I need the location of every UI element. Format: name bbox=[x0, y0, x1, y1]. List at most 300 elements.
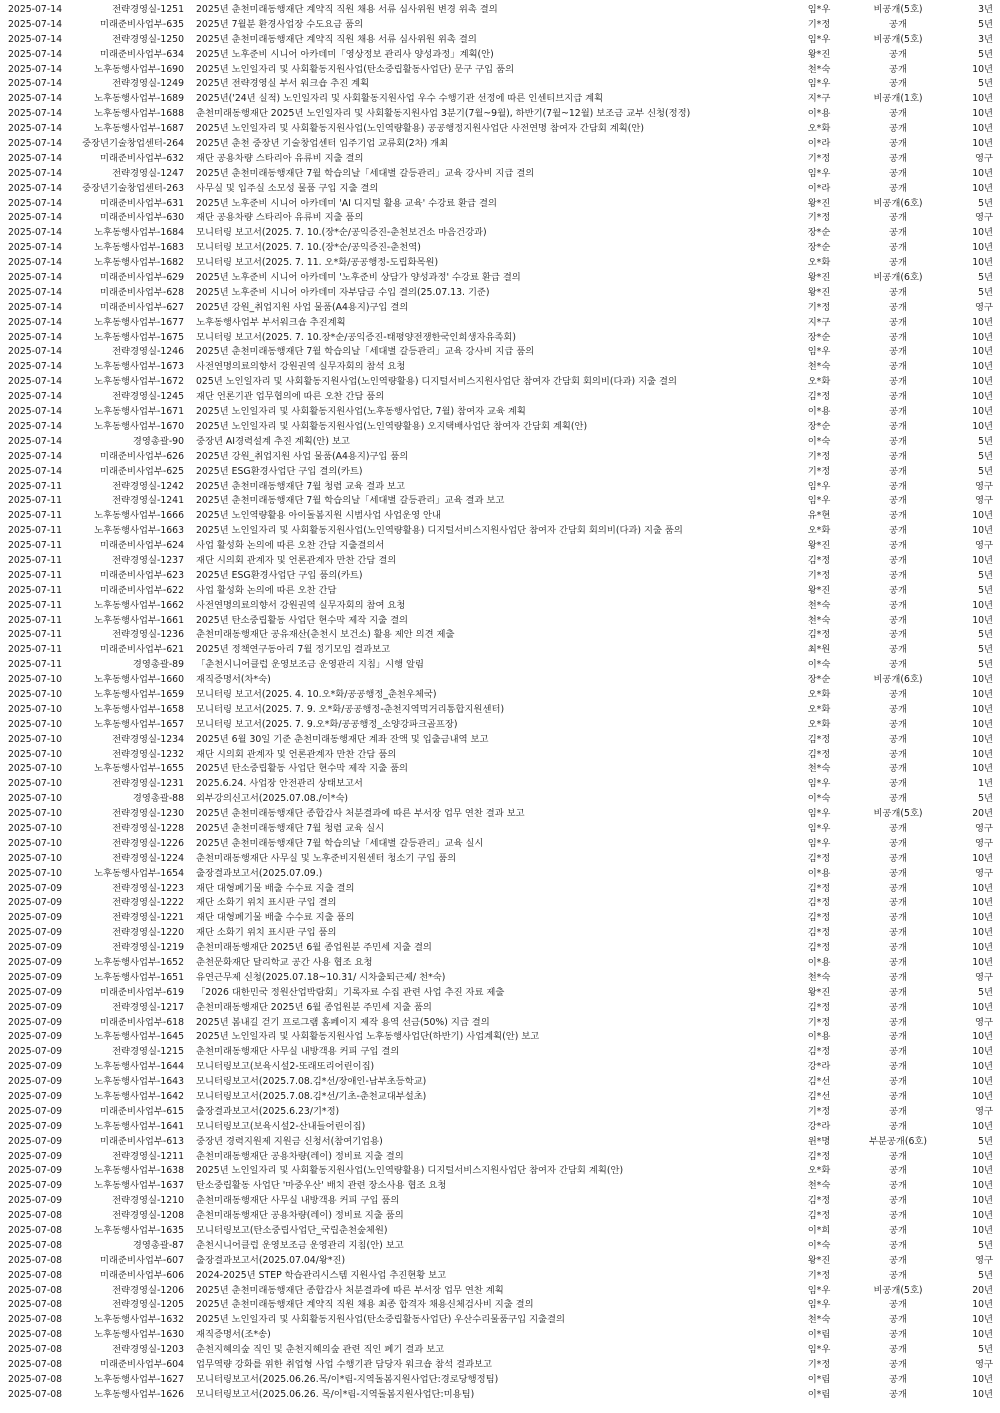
disclosure-cell: 공개 bbox=[889, 1105, 907, 1117]
table-row bbox=[0, 107, 1000, 122]
disclosure-cell: 공개 bbox=[889, 540, 907, 552]
writer-cell: 천*숙 bbox=[807, 63, 831, 75]
table-row bbox=[0, 762, 1000, 777]
doc-number-cell: 노후동행사업부-1682 bbox=[94, 257, 184, 269]
title-cell: 2025년 춘천미래동행재단 7월 학습의날「세대별 갈등관리」교육 결과 보고 bbox=[196, 495, 505, 507]
writer-cell: 임*우 bbox=[807, 346, 831, 358]
table-row bbox=[0, 1269, 1000, 1284]
doc-number-cell: 미래준비사업부-613 bbox=[100, 1135, 184, 1147]
doc-number-cell: 전략경영실-1226 bbox=[112, 837, 184, 849]
retention-cell: 10년 bbox=[972, 1180, 993, 1192]
doc-number-cell: 노후동행사업부-1637 bbox=[94, 1180, 184, 1192]
doc-number-cell: 미래준비사업부-607 bbox=[100, 1254, 184, 1266]
title-cell: 출장결과보고서(2025.07.04/왕*진) bbox=[196, 1254, 346, 1266]
table-row bbox=[0, 211, 1000, 226]
doc-number-cell: 노후동행사업부-1638 bbox=[94, 1165, 184, 1177]
date-cell: 2025-07-09 bbox=[8, 986, 63, 998]
disclosure-cell: 공개 bbox=[889, 510, 907, 522]
writer-cell: 왕*진 bbox=[807, 272, 831, 284]
title-cell: 춘천지혜의숲 직인 및 춘천지혜의숲 관련 직인 폐기 결과 보고 bbox=[196, 1344, 445, 1356]
retention-cell: 10년 bbox=[972, 1225, 993, 1237]
retention-cell: 10년 bbox=[972, 361, 993, 373]
writer-cell: 임*우 bbox=[807, 495, 831, 507]
title-cell: 재단 소화기 위치 표시판 구입 품의 bbox=[196, 927, 337, 939]
writer-cell: 장*순 bbox=[807, 227, 831, 239]
disclosure-cell: 공개 bbox=[889, 569, 907, 581]
retention-cell: 10년 bbox=[972, 703, 993, 715]
doc-number-cell: 미래준비사업부-606 bbox=[100, 1269, 184, 1281]
retention-cell: 10년 bbox=[972, 1046, 993, 1058]
title-cell: 외부강의신고서(2025.07.08./이*숙) bbox=[196, 793, 349, 805]
writer-cell: 임*우 bbox=[807, 1299, 831, 1311]
title-cell: 2025년 ESG환경사업단 구입 결의(카트) bbox=[196, 465, 363, 477]
disclosure-cell: 공개 bbox=[889, 1373, 907, 1385]
title-cell: 모니터링 보고서(2025. 7. 10.(장*순/공익증진-춘천역) bbox=[196, 242, 421, 254]
doc-number-cell: 미래준비사업부-632 bbox=[100, 152, 184, 164]
writer-cell: 오*화 bbox=[807, 376, 831, 388]
table-row bbox=[0, 301, 1000, 316]
doc-number-cell: 노후동행사업부-1657 bbox=[94, 718, 184, 730]
doc-number-cell: 미래준비사업부-628 bbox=[100, 286, 184, 298]
table-row bbox=[0, 1313, 1000, 1328]
date-cell: 2025-07-09 bbox=[8, 1195, 63, 1207]
doc-number-cell: 노후동행사업부-1689 bbox=[94, 93, 184, 105]
retention-cell: 영구 bbox=[975, 822, 993, 834]
writer-cell: 임*우 bbox=[807, 78, 831, 90]
disclosure-cell: 공개 bbox=[889, 167, 907, 179]
writer-cell: 임*우 bbox=[807, 837, 831, 849]
disclosure-cell: 공개 bbox=[889, 242, 907, 254]
title-cell: 재직증명서(차*숙) bbox=[196, 674, 271, 686]
doc-number-cell: 전략경영실-1231 bbox=[112, 778, 184, 790]
date-cell: 2025-07-09 bbox=[8, 927, 63, 939]
title-cell: 재단 언론기관 업무협의에 따른 오찬 간담 품의 bbox=[196, 391, 385, 403]
disclosure-cell: 공개 bbox=[889, 1225, 907, 1237]
date-cell: 2025-07-09 bbox=[8, 1076, 63, 1088]
table-row bbox=[0, 569, 1000, 584]
disclosure-cell: 공개 bbox=[889, 1314, 907, 1326]
table-row bbox=[0, 1194, 1000, 1209]
date-cell: 2025-07-08 bbox=[8, 1359, 63, 1371]
writer-cell: 왕*진 bbox=[807, 1254, 831, 1266]
disclosure-cell: 공개 bbox=[889, 480, 907, 492]
retention-cell: 3년 bbox=[978, 33, 993, 45]
table-row bbox=[0, 1209, 1000, 1224]
retention-cell: 10년 bbox=[972, 733, 993, 745]
disclosure-cell: 비공개(6호) bbox=[873, 272, 923, 284]
writer-cell: 기*정 bbox=[807, 152, 831, 164]
disclosure-cell: 공개 bbox=[889, 123, 907, 135]
date-cell: 2025-07-10 bbox=[8, 688, 63, 700]
title-cell: 2025년 춘천미래동행재단 7월 청렴 교육 결과 보고 bbox=[196, 480, 405, 492]
title-cell: 2025년 춘천미래동행재단 계약직 직원 채용 최종 합격자 채용신체검사비 지출 결의 bbox=[196, 1299, 534, 1311]
retention-cell: 10년 bbox=[972, 257, 993, 269]
doc-number-cell: 노후동행사업부-1655 bbox=[94, 763, 184, 775]
table-row bbox=[0, 1001, 1000, 1016]
doc-number-cell: 미래준비사업부-624 bbox=[100, 540, 184, 552]
table-row bbox=[0, 1075, 1000, 1090]
table-row bbox=[0, 539, 1000, 554]
doc-number-cell: 미래준비사업부-621 bbox=[100, 644, 184, 656]
date-cell: 2025-07-09 bbox=[8, 1165, 63, 1177]
date-cell: 2025-07-14 bbox=[8, 152, 63, 164]
retention-cell: 영구 bbox=[975, 1254, 993, 1266]
title-cell: 출장결과보고서(2025.07.09.) bbox=[196, 867, 323, 879]
writer-cell: 이*용 bbox=[807, 957, 831, 968]
retention-cell: 10년 bbox=[972, 1061, 993, 1073]
writer-cell: 왕*진 bbox=[807, 286, 831, 298]
retention-cell: 5년 bbox=[978, 18, 993, 30]
writer-cell: 이*숙 bbox=[807, 793, 831, 805]
table-row bbox=[0, 331, 1000, 346]
disclosure-cell: 공개 bbox=[889, 942, 907, 954]
retention-cell: 10년 bbox=[972, 376, 993, 388]
title-cell: 2025년 노인일자리 및 사회활동지원사업(노후동행사업단, 7월) 참여자 교육 계획 bbox=[196, 406, 526, 418]
writer-cell: 김*정 bbox=[807, 942, 831, 954]
doc-number-cell: 전략경영실-1224 bbox=[112, 852, 184, 864]
date-cell: 2025-07-09 bbox=[8, 942, 63, 954]
retention-cell: 10년 bbox=[972, 227, 993, 239]
title-cell: 사무실 및 입주실 소모성 물품 구입 지출 결의 bbox=[196, 182, 379, 194]
disclosure-cell: 공개 bbox=[889, 420, 907, 432]
doc-number-cell: 전략경영실-1246 bbox=[112, 346, 184, 358]
disclosure-cell: 공개 bbox=[889, 406, 907, 418]
doc-number-cell: 노후동행사업부-1675 bbox=[94, 331, 184, 343]
table-row bbox=[0, 345, 1000, 360]
retention-cell: 5년 bbox=[978, 584, 993, 596]
writer-cell: 김*정 bbox=[807, 882, 831, 894]
retention-cell: 10년 bbox=[972, 123, 993, 135]
retention-cell: 10년 bbox=[972, 525, 993, 537]
disclosure-cell: 공개 bbox=[889, 1031, 907, 1043]
table-row bbox=[0, 137, 1000, 152]
writer-cell: 오*화 bbox=[807, 703, 831, 715]
disclosure-cell: 공개 bbox=[889, 108, 907, 120]
disclosure-cell: 공개 bbox=[889, 286, 907, 298]
disclosure-cell: 비공개(5호) bbox=[873, 4, 923, 15]
doc-number-cell: 노후동행사업부-1670 bbox=[94, 420, 184, 432]
table-row bbox=[0, 748, 1000, 763]
doc-number-cell: 노후동행사업부-1677 bbox=[94, 316, 184, 328]
retention-cell: 10년 bbox=[972, 63, 993, 75]
disclosure-cell: 공개 bbox=[889, 227, 907, 239]
date-cell: 2025-07-11 bbox=[8, 659, 63, 671]
writer-cell: 이*림 bbox=[807, 1329, 831, 1341]
title-cell: 모니터링보고서(2025.7.08.김*선/기초-춘천교대부설초) bbox=[196, 1091, 427, 1103]
date-cell: 2025-07-09 bbox=[8, 897, 63, 909]
date-cell: 2025-07-11 bbox=[8, 569, 63, 581]
date-cell: 2025-07-14 bbox=[8, 227, 63, 239]
retention-cell: 10년 bbox=[972, 391, 993, 403]
retention-cell: 10년 bbox=[972, 897, 993, 909]
doc-number-cell: 미래준비사업부-634 bbox=[100, 48, 184, 60]
writer-cell: 임*우 bbox=[807, 778, 831, 790]
retention-cell: 10년 bbox=[972, 1195, 993, 1207]
disclosure-cell: 공개 bbox=[889, 18, 907, 30]
title-cell: 2025년 탄소중립활동 사업단 현수막 제작 지출 품의 bbox=[196, 763, 409, 775]
doc-number-cell: 전략경영실-1221 bbox=[112, 912, 184, 924]
disclosure-cell: 비공개(1호) bbox=[873, 93, 923, 105]
doc-number-cell: 미래준비사업부-629 bbox=[100, 272, 184, 284]
writer-cell: 천*숙 bbox=[807, 614, 831, 626]
table-row bbox=[0, 837, 1000, 852]
doc-number-cell: 전략경영실-1230 bbox=[112, 808, 184, 820]
doc-number-cell: 전략경영실-1249 bbox=[112, 78, 184, 90]
retention-cell: 10년 bbox=[972, 510, 993, 522]
retention-cell: 영구 bbox=[975, 480, 993, 492]
writer-cell: 왕*진 bbox=[807, 48, 831, 60]
title-cell: 2025년 노후준비 시니어 아카데미 '노후준비 상담가 양성과정' 수강료 환급 결의 bbox=[196, 272, 521, 284]
date-cell: 2025-07-09 bbox=[8, 957, 63, 968]
table-row bbox=[0, 1164, 1000, 1179]
writer-cell: 김*정 bbox=[807, 554, 831, 566]
table-row bbox=[0, 92, 1000, 107]
retention-cell: 영구 bbox=[975, 971, 993, 983]
title-cell: 2024-2025년 STEP 학습관리시스템 지원사업 추진현황 보고 bbox=[196, 1269, 447, 1281]
disclosure-cell: 공개 bbox=[889, 1344, 907, 1356]
retention-cell: 20년 bbox=[972, 808, 993, 820]
writer-cell: 김*정 bbox=[807, 1001, 831, 1013]
table-row bbox=[0, 584, 1000, 599]
table-row bbox=[0, 941, 1000, 956]
retention-cell: 3년 bbox=[978, 4, 993, 15]
table-row bbox=[0, 122, 1000, 137]
writer-cell: 오*화 bbox=[807, 123, 831, 135]
date-cell: 2025-07-09 bbox=[8, 1031, 63, 1043]
disclosure-cell: 공개 bbox=[889, 644, 907, 656]
writer-cell: 김*정 bbox=[807, 912, 831, 924]
doc-number-cell: 미래준비사업부-631 bbox=[100, 197, 184, 209]
date-cell: 2025-07-11 bbox=[8, 510, 63, 522]
writer-cell: 이*용 bbox=[807, 108, 831, 120]
doc-number-cell: 전략경영실-1247 bbox=[112, 167, 184, 179]
retention-cell: 10년 bbox=[972, 763, 993, 775]
doc-number-cell: 전략경영실-1237 bbox=[112, 554, 184, 566]
date-cell: 2025-07-08 bbox=[8, 1269, 63, 1281]
writer-cell: 오*화 bbox=[807, 1165, 831, 1177]
disclosure-cell: 공개 bbox=[889, 1120, 907, 1132]
disclosure-cell: 공개 bbox=[889, 1359, 907, 1371]
title-cell: 사전연명의료의향서 강원권역 실무자회의 참석 요청 bbox=[196, 361, 406, 373]
retention-cell: 10년 bbox=[972, 420, 993, 432]
date-cell: 2025-07-09 bbox=[8, 1061, 63, 1073]
retention-cell: 영구 bbox=[975, 152, 993, 164]
writer-cell: 지*구 bbox=[807, 93, 831, 105]
writer-cell: 기*정 bbox=[807, 212, 831, 224]
writer-cell: 이*용 bbox=[807, 867, 831, 879]
writer-cell: 오*화 bbox=[807, 525, 831, 537]
retention-cell: 5년 bbox=[978, 272, 993, 284]
date-cell: 2025-07-14 bbox=[8, 48, 63, 60]
writer-cell: 김*정 bbox=[807, 391, 831, 403]
writer-cell: 왕*진 bbox=[807, 540, 831, 552]
table-row bbox=[0, 1060, 1000, 1075]
disclosure-cell: 공개 bbox=[889, 525, 907, 537]
disclosure-cell: 공개 bbox=[889, 1239, 907, 1251]
writer-cell: 기*정 bbox=[807, 18, 831, 30]
date-cell: 2025-07-14 bbox=[8, 420, 63, 432]
table-row bbox=[0, 971, 1000, 986]
title-cell: 춘천미래동행재단 공유재산(춘천시 보건소) 활용 제안 의견 제출 bbox=[196, 629, 455, 641]
table-row bbox=[0, 1239, 1000, 1254]
table-row bbox=[0, 1016, 1000, 1031]
disclosure-cell: 공개 bbox=[889, 822, 907, 834]
date-cell: 2025-07-08 bbox=[8, 1314, 63, 1326]
title-cell: 모니터링 보고서(2025. 7. 10.장*순/공익증진-태평양전쟁한국인희생자유족회) bbox=[196, 331, 517, 343]
disclosure-cell: 공개 bbox=[889, 1061, 907, 1073]
disclosure-cell: 공개 bbox=[889, 182, 907, 194]
retention-cell: 10년 bbox=[972, 316, 993, 328]
table-row bbox=[0, 628, 1000, 643]
table-row bbox=[0, 63, 1000, 78]
title-cell: 모니터링보고(보육시설2-산내들어린이집) bbox=[196, 1120, 366, 1132]
writer-cell: 오*화 bbox=[807, 718, 831, 730]
disclosure-cell: 공개 bbox=[889, 212, 907, 224]
title-cell: 2025년 춘천미래동행재단 종합감사 처분결과에 따른 부서장 업무 연찬 결과 보고 bbox=[196, 808, 525, 820]
retention-cell: 영구 bbox=[975, 1016, 993, 1028]
date-cell: 2025-07-09 bbox=[8, 1001, 63, 1013]
retention-cell: 10년 bbox=[972, 1299, 993, 1311]
disclosure-cell: 공개 bbox=[889, 748, 907, 760]
doc-number-cell: 경영총괄-90 bbox=[132, 435, 184, 447]
table-row bbox=[0, 77, 1000, 92]
table-row bbox=[0, 688, 1000, 703]
date-cell: 2025-07-14 bbox=[8, 435, 63, 447]
date-cell: 2025-07-11 bbox=[8, 525, 63, 537]
title-cell: 모니터링 보고서(2025. 7. 11. 오*화/공공행정-도립화목원) bbox=[196, 257, 439, 269]
table-row bbox=[0, 435, 1000, 450]
date-cell: 2025-07-10 bbox=[8, 793, 63, 805]
retention-cell: 10년 bbox=[972, 748, 993, 760]
retention-cell: 10년 bbox=[972, 554, 993, 566]
writer-cell: 이*희 bbox=[807, 1225, 831, 1237]
title-cell: 2025.6.24. 사업장 안전관리 상태보고서 bbox=[196, 778, 363, 790]
doc-number-cell: 전략경영실-1241 bbox=[112, 495, 184, 507]
title-cell: 2025년 봄내길 걷기 프로그램 홈페이지 제작 용역 선금(50%) 지급 결의 bbox=[196, 1016, 490, 1028]
title-cell: 2025년 노인일자리 및 사회활동지원사업(탄소중립활동사업단) 문구 구입 품의 bbox=[196, 63, 515, 75]
doc-number-cell: 전략경영실-1215 bbox=[112, 1046, 184, 1058]
date-cell: 2025-07-11 bbox=[8, 554, 63, 566]
doc-number-cell: 노후동행사업부-1635 bbox=[94, 1225, 184, 1237]
doc-number-cell: 중장년기술창업센터-263 bbox=[82, 182, 184, 194]
disclosure-cell: 공개 bbox=[889, 391, 907, 403]
disclosure-cell: 공개 bbox=[889, 957, 907, 968]
disclosure-cell: 공개 bbox=[889, 1388, 907, 1400]
disclosure-cell: 부분공개(6호) bbox=[868, 1135, 928, 1147]
retention-cell: 5년 bbox=[978, 659, 993, 671]
table-row bbox=[0, 524, 1000, 539]
retention-cell: 10년 bbox=[972, 1314, 993, 1326]
date-cell: 2025-07-08 bbox=[8, 1388, 63, 1400]
table-row bbox=[0, 33, 1000, 48]
writer-cell: 기*정 bbox=[807, 1359, 831, 1371]
title-cell: 2025년 강원_취업지원 사업 물품(A4용지)구입 결의 bbox=[196, 301, 409, 313]
date-cell: 2025-07-14 bbox=[8, 242, 63, 254]
writer-cell: 김*정 bbox=[807, 852, 831, 864]
title-cell: 모니터링 보고서(2025. 4. 10.오*화/공공행정_춘천우체국) bbox=[196, 688, 437, 700]
doc-number-cell: 중장년기술창업센터-264 bbox=[82, 138, 184, 150]
date-cell: 2025-07-10 bbox=[8, 733, 63, 745]
title-cell: 2025년 노인일자리 및 사회활동지원사업(노인역량활용) 공공행정지원사업단 사전연명 참여자 간담회 계획(안) bbox=[196, 123, 644, 135]
date-cell: 2025-07-14 bbox=[8, 197, 63, 209]
table-row bbox=[0, 286, 1000, 301]
date-cell: 2025-07-09 bbox=[8, 1105, 63, 1117]
table-row bbox=[0, 1284, 1000, 1299]
writer-cell: 기*정 bbox=[807, 301, 831, 313]
doc-number-cell: 노후동행사업부-1645 bbox=[94, 1031, 184, 1043]
title-cell: 춘천미래동행재단 공용차량(레이) 정비료 지출 결의 bbox=[196, 1150, 404, 1162]
doc-number-cell: 노후동행사업부-1651 bbox=[94, 971, 184, 983]
title-cell: 재단 시의회 관계자 및 언론관계자 만찬 간담 결의 bbox=[196, 554, 397, 566]
doc-number-cell: 노후동행사업부-1659 bbox=[94, 688, 184, 700]
date-cell: 2025-07-14 bbox=[8, 212, 63, 224]
table-row bbox=[0, 822, 1000, 837]
title-cell: 모니터링 보고서(2025. 7. 9.오*화/공공행정_소양강파크골프장) bbox=[196, 718, 458, 730]
retention-cell: 10년 bbox=[972, 1210, 993, 1222]
title-cell: 2025년 탄소중립활동 사업단 현수막 제작 지출 결의 bbox=[196, 614, 409, 626]
date-cell: 2025-07-14 bbox=[8, 450, 63, 462]
doc-number-cell: 노후동행사업부-1688 bbox=[94, 108, 184, 120]
writer-cell: 기*정 bbox=[807, 1269, 831, 1281]
disclosure-cell: 공개 bbox=[889, 1150, 907, 1162]
doc-number-cell: 노후동행사업부-1687 bbox=[94, 123, 184, 135]
table-row bbox=[0, 1358, 1000, 1373]
table-row bbox=[0, 777, 1000, 792]
doc-number-cell: 미래준비사업부-635 bbox=[100, 18, 184, 30]
retention-cell: 10년 bbox=[972, 1001, 993, 1013]
disclosure-cell: 공개 bbox=[889, 659, 907, 671]
doc-number-cell: 미래준비사업부-619 bbox=[100, 986, 184, 998]
disclosure-cell: 공개 bbox=[889, 688, 907, 700]
doc-number-cell: 전략경영실-1211 bbox=[112, 1150, 184, 1162]
retention-cell: 10년 bbox=[972, 599, 993, 611]
disclosure-cell: 공개 bbox=[889, 1016, 907, 1028]
doc-number-cell: 미래준비사업부-630 bbox=[100, 212, 184, 224]
doc-number-cell: 전략경영실-1223 bbox=[112, 882, 184, 894]
retention-cell: 5년 bbox=[978, 286, 993, 298]
doc-number-cell: 미래준비사업부-622 bbox=[100, 584, 184, 596]
date-cell: 2025-07-09 bbox=[8, 882, 63, 894]
table-row bbox=[0, 509, 1000, 524]
title-cell: 춘천미래동행재단 사무실 및 노후준비지원센터 청소기 구입 품의 bbox=[196, 852, 457, 864]
writer-cell: 천*숙 bbox=[807, 1314, 831, 1326]
writer-cell: 임*우 bbox=[807, 808, 831, 820]
doc-number-cell: 노후동행사업부-1644 bbox=[94, 1061, 184, 1073]
writer-cell: 임*우 bbox=[807, 1284, 831, 1296]
writer-cell: 장*순 bbox=[807, 242, 831, 254]
disclosure-cell: 공개 bbox=[889, 1091, 907, 1103]
date-cell: 2025-07-10 bbox=[8, 837, 63, 849]
date-cell: 2025-07-11 bbox=[8, 614, 63, 626]
date-cell: 2025-07-14 bbox=[8, 63, 63, 75]
title-cell: 모니터링보고서(2025.06.26. 목/이*림-지역돌봄지원사업단:미용팀) bbox=[196, 1388, 475, 1400]
table-row bbox=[0, 405, 1000, 420]
disclosure-cell: 공개 bbox=[889, 703, 907, 715]
doc-number-cell: 미래준비사업부-623 bbox=[100, 569, 184, 581]
writer-cell: 김*정 bbox=[807, 733, 831, 745]
retention-cell: 10년 bbox=[972, 1373, 993, 1385]
disclosure-cell: 공개 bbox=[889, 1329, 907, 1341]
doc-number-cell: 노후동행사업부-1627 bbox=[94, 1373, 184, 1385]
table-row bbox=[0, 1045, 1000, 1060]
doc-number-cell: 전략경영실-1219 bbox=[112, 942, 184, 954]
title-cell: 2025년 노후준비 시니어 아카데미 'AI 디지털 활용 교육' 수강료 환급 결의 bbox=[196, 197, 497, 209]
table-row bbox=[0, 420, 1000, 435]
doc-number-cell: 노후동행사업부-1683 bbox=[94, 242, 184, 254]
retention-cell: 10년 bbox=[972, 138, 993, 150]
disclosure-cell: 공개 bbox=[889, 316, 907, 328]
retention-cell: 10년 bbox=[972, 688, 993, 700]
